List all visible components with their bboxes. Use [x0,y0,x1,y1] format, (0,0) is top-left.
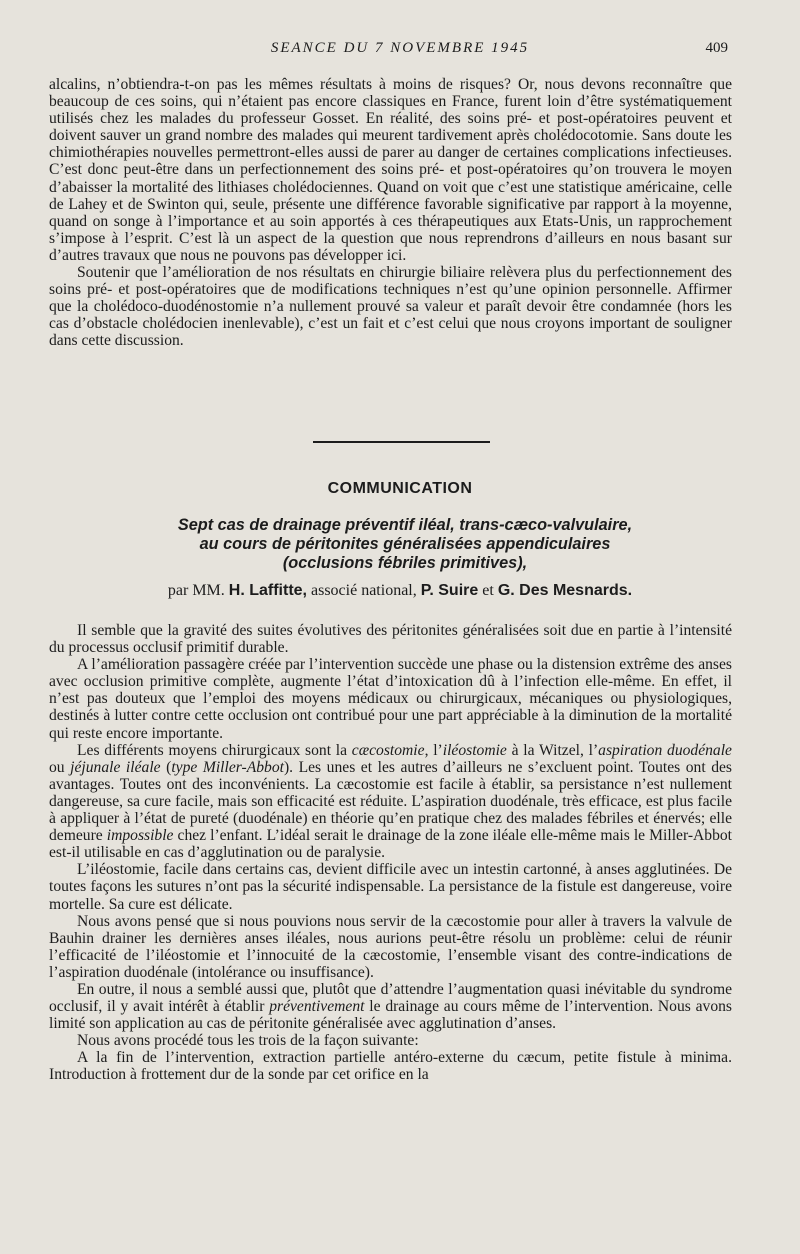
paragraph: Nous avons procédé tous les trois de la façon suivante: [77,1032,419,1050]
italic-term: iléostomie [442,741,507,759]
paragraph: Soutenir que l’amélioration de nos résultats en chirurgie biliaire relèvera plus du perfectionnement des soins pré- et post-opératoires que de modifications techniques n’est qu’une opinion personnelle. Affirmer que la cholédoco-duodénostomie n’a nullement prouvé sa valeur et paraît devoir être condamnée (hors les cas d’obstacle cholédocien inenlevable), c’est un fait et c’est celui que nous croyons important de souligner dans cette discussion. [49,264,732,350]
paragraph: En outre, il nous a semblé aussi que, plutôt que d’attendre l’augmentation quasi inévitable du syndrome occlusif, il y avait intérêt à établir préventivement le drainage au cours même de l’intervention. Nous avons limité son application au cas de péritonite généralisée avec agglutination d’anses. [49,980,732,1033]
article-title-line: Sept cas de drainage préventif iléal, trans-cæco-valvulaire, [177,516,633,534]
paragraph: Il semble que la gravité des suites évolutives des péritonites généralisées soit due en partie à l’intensité du processus occlusif primitif durable. [49,622,732,657]
italic-term: type Miller-Abbot [171,758,284,776]
article-title [60,516,750,573]
italic-term: préventivement [269,998,365,1016]
paragraph: A l’amélioration passagère créée par l’intervention succède une phase ou la distension extrême des anses avec occlusion primitive complète, augmente l’état d’intoxication dû à l’infection elle-même. En effet, il n’est pas douteux que l’emploi des moyens médicaux ou chirurgicaux, mécaniques ou physiologiques, destinés à lutter contre cette occlusion ont contribué pour une part appréciable à la diminution de la mortalité qui reste encore importante. [49,656,732,742]
section-divider [313,441,490,443]
article-title-line: au cours de péritonites généralisées appendiculaires [199,535,611,553]
italic-term: impossible [106,827,174,845]
running-head [0,40,800,60]
byline [0,582,800,600]
paragraph: A la fin de l’intervention, extraction partielle antéro-externe du cæcum, petite fistule à minima. Introduction à frottement dur de la sonde par cet orifice en la [49,1049,732,1084]
italic-term: aspiration duodénale [598,741,732,759]
article-title-line: (occlusions fébriles primitives), [282,554,528,572]
italic-term: cæcostomie [351,741,425,759]
author-name: G. Des Mesnards. [497,582,633,599]
author-name: P. Suire [420,582,479,599]
byline-prefix: par MM. [167,582,225,599]
paragraph: Nous avons pensé que si nous pouvions nous servir de la cæcostomie pour aller à travers la valvule de Bauhin drainer les dernières anses iléales, nous aurions peut-être résolu un problème: celui de réunir l’efficacité de l’iléostomie et l’innocuité de la cæcostomie, l’ensemble visant des contre-indications de l’aspiration duodénale (intolérance ou insuffisance). [49,912,732,981]
author-name: H. Laffitte, [228,582,307,599]
section-heading: COMMUNICATION [327,480,473,497]
paragraph: Les différents moyens chirurgicaux sont la cæcostomie, l’iléostomie à la Witzel, l’aspiration duodénale ou jéjunale iléale (type Miller-Abbot). Les unes et les autres d’ailleurs ne s’excluent point. Toutes ont des avantages. Toutes ont des inconvénients. La cæcostomie est facile à établir, sa persistance n’est nullement dangereuse, sa cure facile, mais son efficacité est réduite. L’aspiration duodénale, très efficace, est plus facile à appliquer à l’état de pureté (duodénale) en théorie qu’en pratique chez des malades fébriles et énervés; elle demeure impossible chez l’enfant. L’idéal serait le drainage de la zone iléale elle-même mais le Miller-Abbot est-il utilisable en cas d’agglutination ou de paralysie. [49,741,733,862]
byline-conjunction: et [482,582,494,599]
paragraph: L’iléostomie, facile dans certains cas, devient difficile avec un intestin cartonné, à anses agglutinées. De toutes façons les sutures n’ont pas la sécurité indispensable. La persistance de la fistule est dangereuse, voire mortelle. Sa cure est délicate. [49,861,732,913]
page-number: 409 [705,40,728,56]
continued-discussion [49,76,732,350]
running-title: SEANCE DU 7 NOVEMBRE 1945 [270,40,530,56]
article-body [49,622,732,1084]
paragraph: alcalins, n’obtiendra-t-on pas les mêmes résultats à moins de risques? Or, nous devons reconnaître que beaucoup de ces soins, qui n’étaient pas encore classiques en France, furent loin d’être systématiquement utilisés chez les malades du professeur Gosset. En réalité, des soins pré- et post-opératoires peuvent et doivent sauver un grand nombre des malades qui meurent tardivement après cholédocotomie. Sans doute les chimiothérapies nouvelles permettront-elles aussi de parer au danger de certaines complications infectieuses. C’est donc peut-être dans un perfectionnement des soins pré- et post-opératoires qu’on trouvera le moyen d’abaisser la mortalité des lithiases cholédociennes. Quand on voit que c’est une statistique américaine, celle de Lahey et de Swinton qui, seule, présente une différence favorable significative par rapport à la moyenne, quand on songe à l’importance et au soin apportés à ces thérapeutiques aux Etats-Unis, un rapprochement s’impose à l’esprit. C’est là un aspect de la question que nous reprendrons d’ailleurs en nous basant sur d’autres travaux que nous ne pouvons pas développer ici. [49,76,732,264]
italic-term: jéjunale iléale [70,758,161,776]
author-role: associé national, [311,582,417,599]
